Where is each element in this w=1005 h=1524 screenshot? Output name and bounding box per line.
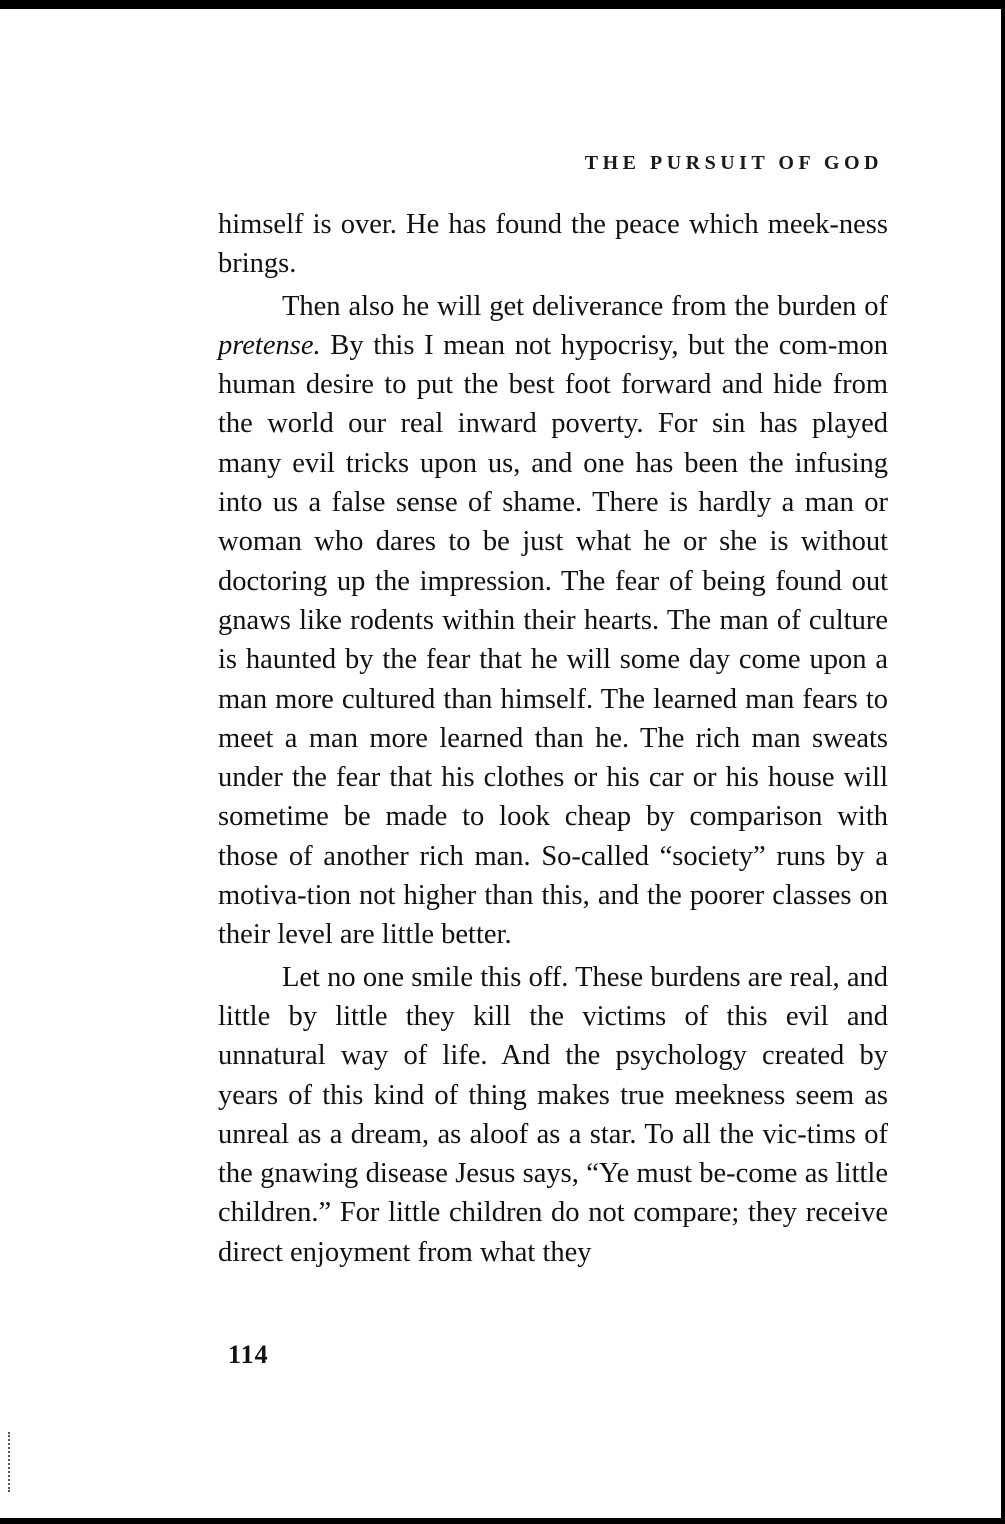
paragraph-3-text: Let no one smile this off. These burdens are real, and little by little they kill the victims of this evil and unnatural way of life. And the psychology created by years of this kind of thing makes true meekness seem as unreal as a dream, as aloof as a star. To all the vic-tims of the gnawing disease Jesus says, “Ye must be-come as little children.” For little children do not compare; they receive direct enjoyment from what they [218, 961, 888, 1268]
body-text [218, 205, 888, 1272]
scan-border-bottom [0, 1518, 1005, 1524]
paragraph-1-text: himself is over. He has found the peace which meek-ness brings. [218, 209, 888, 280]
paragraph-2 [218, 287, 888, 955]
paragraph-1 [218, 205, 888, 284]
paragraph-2-text-rest: By this I mean not hypocrisy, but the com-mon human desire to put the best foot forward and hide from the world our real inward poverty. For sin has played many evil tricks upon us, and one has been the infusing into us a false sense of shame. There is hardly a man or woman who dares to be just what he or she is without doctoring up the impression. The fear of being found out gnaws like rodents within their hearts. The man of culture is haunted by the fear that he will some day come upon a man more cultured than himself. The learned man fears to meet a man more learned than he. The rich man sweats under the fear that his clothes or his car or his house will sometime be made to look cheap by comparison with those of another rich man. So-called “society” runs by a motiva-tion not higher than this, and the poorer classes on their level are little better. [218, 329, 888, 951]
paragraph-3 [218, 958, 888, 1272]
scan-border-top [0, 0, 1005, 9]
scan-artifact-mark [8, 1432, 12, 1492]
paragraph-2-text-start: Then also he will get deliverance from the burden of [282, 290, 888, 322]
scan-border-right [1001, 0, 1005, 1524]
paragraph-2-italic-term: pretense. [218, 329, 321, 361]
page-number: 114 [228, 1340, 269, 1369]
running-head: THE PURSUIT OF GOD [584, 152, 883, 174]
